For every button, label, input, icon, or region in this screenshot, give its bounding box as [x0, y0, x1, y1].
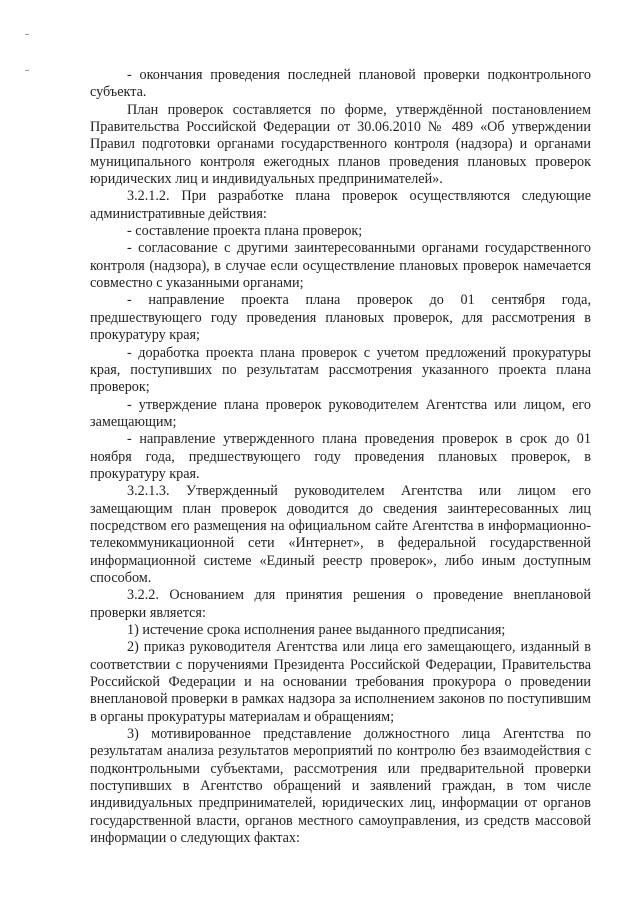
list-item: - составление проекта плана проверок; — [127, 223, 363, 240]
list-item: - направление проекта плана проверок до 01 сентября года, предшествующего году проведения плановых проверок, для рассмотрения в прокуратуру края; — [90, 292, 591, 344]
scan-mark — [25, 34, 29, 35]
paragraph: - окончания проведения последней плановой проверки подконтрольного субъекта. — [90, 67, 591, 101]
list-item: 2) приказ руководителя Агентства или лица его замещающего, изданный в соответствии с поручениями Президента Российской Федерации, Правительства Российской Федерации и на основании требования прокурора о проведении внеплановой проверки в рамках надзора за исполнением законов по поступившим в органы прокуратуры материалам и обращениям; — [90, 639, 591, 725]
document-page — [90, 67, 591, 847]
paragraph: 3.2.1.2. При разработке плана проверок осуществляются следующие административные действия: — [90, 188, 591, 222]
paragraph: План проверок составляется по форме, утверждённой постановлением Правительства Российской Федерации от 30.06.2010 № 489 «Об утверждении Правил подготовки органами государственного контроля (надзора) и органами муниципального контроля ежегодных планов проведения плановых проверок юридических лиц и индивидуальных предпринимателей». — [90, 101, 591, 188]
paragraph: 3.2.2. Основанием для принятия решения о проведение внеплановой проверки является: — [90, 587, 591, 621]
list-item: - утверждение плана проверок руководителем Агентства или лицом, его замещающим; — [90, 396, 591, 430]
list-item: - направление утвержденного плана проведения проверок в срок до 01 ноября года, предшествующего году проведения плановых проверок, в прокуратуру края. — [90, 431, 591, 482]
paragraph: 3.2.1.3. Утвержденный руководителем Агентства или лицом его замещающим план проверок доводится до сведения заинтересованных лиц посредством его размещения на официальном сайте Агентства в информационно-телекоммуникационной сети «Интернет», в федеральной государственной информационной системе «Единый реестр проверок», либо иным доступным способом. — [90, 483, 591, 586]
list-item: 1) истечение срока исполнения ранее выданного предписания; — [127, 622, 506, 638]
list-item: - доработка проекта плана проверок с учетом предложений прокуратуры края, поступивших по результатам рассмотрения указанного проекта плана проверок; — [90, 344, 591, 396]
list-item: - согласование с другими заинтересованными органами государственного контроля (надзора), в случае если осуществление плановых проверок намечается совместно с указанными органами; — [90, 240, 591, 292]
scan-mark — [25, 70, 29, 71]
list-item: 3) мотивированное представление должностного лица Агентства по результатам анализа результатов мероприятий по контролю без взаимодействия с подконтрольными субъектами, рассмотрения или предварительной проверки поступивших в Агентство обращений и заявлений граждан, в том числе индивидуальных предпринимателей, юридических лиц, информации от органов государственной власти, органов местного самоуправления, из средств массовой информации о следующих фактах: — [90, 726, 591, 847]
